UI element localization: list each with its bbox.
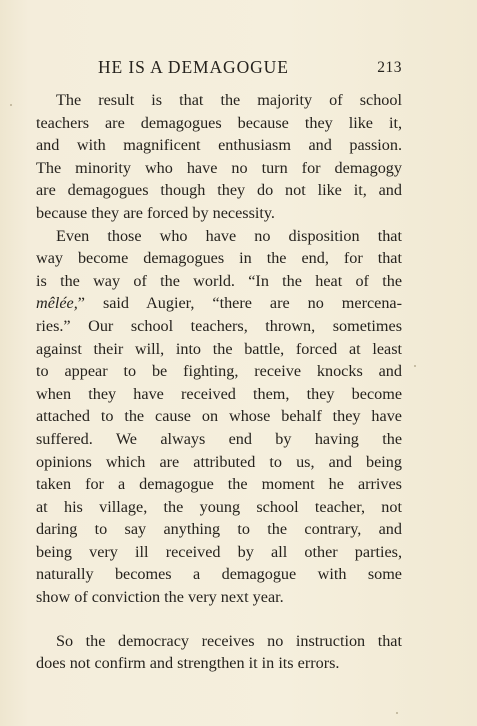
paper-speck [414,365,416,367]
paper-speck [396,712,398,714]
text-line: does not confirm and strengthen it in its errors. [36,654,340,673]
paper-speck [10,104,12,106]
text-line: at his village, the young school teacher, not [36,497,402,516]
text-line: to appear to be fighting, receive knocks and [36,362,402,381]
text-line: teachers are demagogues because they like it, [36,113,402,132]
text-line: show of conviction the very next year. [36,588,284,607]
text-line: is the way of the world. “In the heat of the [36,271,402,290]
text-line: The result is that the majority of school [56,91,402,109]
text-line: are demagogues though they do not like it, and [36,181,402,200]
text-line: being very ill received by all other parties, [36,542,402,561]
text-line: when they have received them, they become [36,384,402,403]
text-line: taken for a demagogue the moment he arrives [36,475,402,494]
text-run: ” said Augier, “there are no mercena- [77,294,402,313]
paragraph-1 [36,89,402,225]
text-line: naturally becomes a demagogue with some [36,565,402,584]
text-line: daring to say anything to the contrary, and [36,520,402,539]
paragraph-3 [36,630,402,675]
paragraph-2 [36,225,402,609]
page-header [36,56,402,78]
paragraph-spacer [36,609,402,630]
page-number: 213 [377,59,402,76]
italic-word: mêlée, [36,294,78,313]
text-line: attached to the cause on whose behalf they have [36,407,402,426]
text-line: and with magnificent enthusiasm and passion. [36,136,402,155]
text-line: opinions which are attributed to us, and being [36,452,402,471]
text-line: So the democracy receives no instruction that [56,631,402,650]
body-text [36,89,402,675]
text-line: against their will, into the battle, forced at least [36,339,402,358]
text-line: The minority who have no turn for demagogy [36,158,402,177]
text-line: way become demagogues in the end, for that [36,249,402,268]
running-head: HE IS A DEMAGOGUE [98,57,289,77]
text-line: ries.” Our school teachers, thrown, sometimes [36,316,402,335]
text-line: because they are forced by necessity. [36,203,275,222]
text-line-mixed [36,292,402,315]
text-line: Even those who have no disposition that [56,226,402,245]
text-line: suffered. We always end by having the [36,429,402,448]
